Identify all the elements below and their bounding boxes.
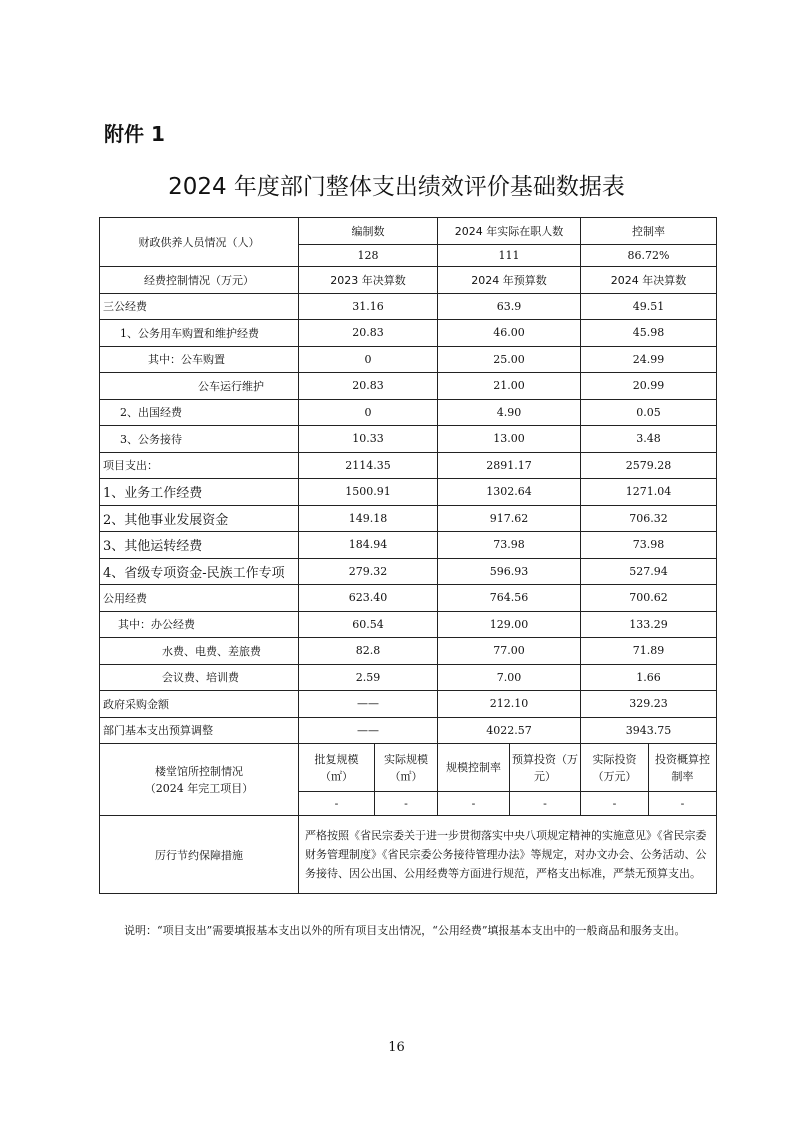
cell-2024-final: 3.48 [581,426,717,453]
row-label: 项目支出： [100,452,299,479]
row-label: 公车运行维护 [100,373,299,400]
cell-2024-budget: 596.93 [438,558,581,585]
table-note [104,918,714,943]
cell-2023: —— [299,691,438,718]
note-text: 说明：“项目支出”需要填报基本支出以外的所有项目支出情况，“公用经费”填报基本支出中的一般商品和服务支出。 [124,924,686,937]
cell-2024-budget: 73.98 [438,532,581,559]
table-row [100,346,717,373]
cell-2023: 60.54 [299,611,438,638]
table-row [100,717,717,744]
cell-2024-final: 24.99 [581,346,717,373]
table-row [100,532,717,559]
table-row [100,664,717,691]
cell-2024-final: 45.98 [581,320,717,347]
performance-data-table [99,217,717,894]
cell-2023: 10.33 [299,426,438,453]
building-header-scale-rate: 规模控制率 [438,744,510,792]
cell-2024-budget: 4022.57 [438,717,581,744]
table-row [100,691,717,718]
cell-2024-final: 0.05 [581,399,717,426]
row-label: 4、省级专项资金-民族工作专项 [100,558,299,585]
cell-2024-final: 700.62 [581,585,717,612]
cell-2024-final: 20.99 [581,373,717,400]
cell-2024-budget: 764.56 [438,585,581,612]
cell-2023: 0 [299,346,438,373]
cell-2024-budget: 7.00 [438,664,581,691]
cell-2023: 279.32 [299,558,438,585]
building-label-line2: （2024 年完工项目） [144,781,254,795]
page-number: 16 [388,1040,405,1055]
row-label: 1、业务工作经费 [100,479,299,506]
building-label-line1: 楼堂馆所控制情况 [155,764,243,778]
cell-2023: 2.59 [299,664,438,691]
budget-col-2024-final: 2024 年决算数 [581,267,717,294]
building-value: - [581,792,649,816]
cell-2023: —— [299,717,438,744]
budget-header-label: 经费控制情况（万元） [100,267,299,294]
cell-2023: 31.16 [299,293,438,320]
cell-2024-budget: 13.00 [438,426,581,453]
cell-2024-final: 3943.75 [581,717,717,744]
cell-2023: 184.94 [299,532,438,559]
cell-2024-budget: 25.00 [438,346,581,373]
table-row [100,505,717,532]
building-header-budget-invest: 预算投资（万元） [510,744,581,792]
cell-2024-final: 49.51 [581,293,717,320]
cell-2024-budget: 21.00 [438,373,581,400]
cell-2024-final: 329.23 [581,691,717,718]
row-label: 3、其他运转经费 [100,532,299,559]
attachment-label: 附件 1 [104,122,165,146]
cell-2024-budget: 129.00 [438,611,581,638]
staff-value-quota: 128 [299,245,438,267]
table-row [100,479,717,506]
cell-2023: 1500.91 [299,479,438,506]
staff-value-rate: 86.72% [581,245,717,267]
budget-col-2023-final: 2023 年决算数 [299,267,438,294]
row-label: 公用经费 [100,585,299,612]
measures-label: 厉行节约保障措施 [100,816,299,894]
staff-header-rate: 控制率 [581,218,717,245]
cell-2024-budget: 77.00 [438,638,581,665]
building-value: - [510,792,581,816]
cell-2024-budget: 4.90 [438,399,581,426]
row-label: 2、出国经费 [100,399,299,426]
building-header-actual-invest: 实际投资（万元） [581,744,649,792]
row-label: 其中：公车购置 [100,346,299,373]
building-header-invest-rate: 投资概算控制率 [649,744,717,792]
table-row [100,399,717,426]
cell-2024-budget: 46.00 [438,320,581,347]
staff-value-actual: 111 [438,245,581,267]
cell-2024-final: 527.94 [581,558,717,585]
cell-2024-final: 1271.04 [581,479,717,506]
cell-2024-final: 1.66 [581,664,717,691]
table-row [100,585,717,612]
cell-2023: 20.83 [299,373,438,400]
building-value: - [649,792,717,816]
cell-2024-budget: 1302.64 [438,479,581,506]
measures-text: 严格按照《省民宗委关于进一步贯彻落实中央八项规定精神的实施意见》《省民宗委财务管理制度》《省民宗委公务接待管理办法》等规定，对办文办会、公务活动、公务接待、因公出国、公用经费等方面进行规范，严格支出标准，严禁无预算支出。 [299,816,717,894]
cell-2024-final: 2579.28 [581,452,717,479]
cell-2024-final: 73.98 [581,532,717,559]
budget-col-2024-budget: 2024 年预算数 [438,267,581,294]
table-row [100,320,717,347]
row-label: 3、公务接待 [100,426,299,453]
cell-2024-final: 71.89 [581,638,717,665]
cell-2024-budget: 63.9 [438,293,581,320]
row-label: 1、公务用车购置和维护经费 [100,320,299,347]
row-label: 政府采购金额 [100,691,299,718]
cell-2023: 623.40 [299,585,438,612]
table-row [100,452,717,479]
row-label: 部门基本支出预算调整 [100,717,299,744]
cell-2023: 82.8 [299,638,438,665]
cell-2024-final: 133.29 [581,611,717,638]
row-label: 水费、电费、差旅费 [100,638,299,665]
building-header-actual-scale: 实际规模（㎡） [375,744,438,792]
staff-label: 财政供养人员情况（人） [100,218,299,267]
cell-2023: 149.18 [299,505,438,532]
cell-2024-budget: 212.10 [438,691,581,718]
row-label: 三公经费 [100,293,299,320]
staff-header-actual: 2024 年实际在职人数 [438,218,581,245]
row-label: 其中：办公经费 [100,611,299,638]
building-header-approved-scale: 批复规模（㎡） [299,744,375,792]
table-row [100,611,717,638]
building-value: - [299,792,375,816]
cell-2024-budget: 2891.17 [438,452,581,479]
cell-2023: 0 [299,399,438,426]
table-row [100,293,717,320]
cell-2023: 20.83 [299,320,438,347]
table-row [100,373,717,400]
table-row [100,638,717,665]
row-label: 2、其他事业发展资金 [100,505,299,532]
staff-header-quota: 编制数 [299,218,438,245]
table-row [100,426,717,453]
row-label: 会议费、培训费 [100,664,299,691]
table-row [100,558,717,585]
cell-2024-final: 706.32 [581,505,717,532]
cell-2023: 2114.35 [299,452,438,479]
building-label [100,744,299,816]
building-value: - [375,792,438,816]
page-title: 2024 年度部门整体支出绩效评价基础数据表 [168,174,625,200]
cell-2024-budget: 917.62 [438,505,581,532]
building-value: - [438,792,510,816]
